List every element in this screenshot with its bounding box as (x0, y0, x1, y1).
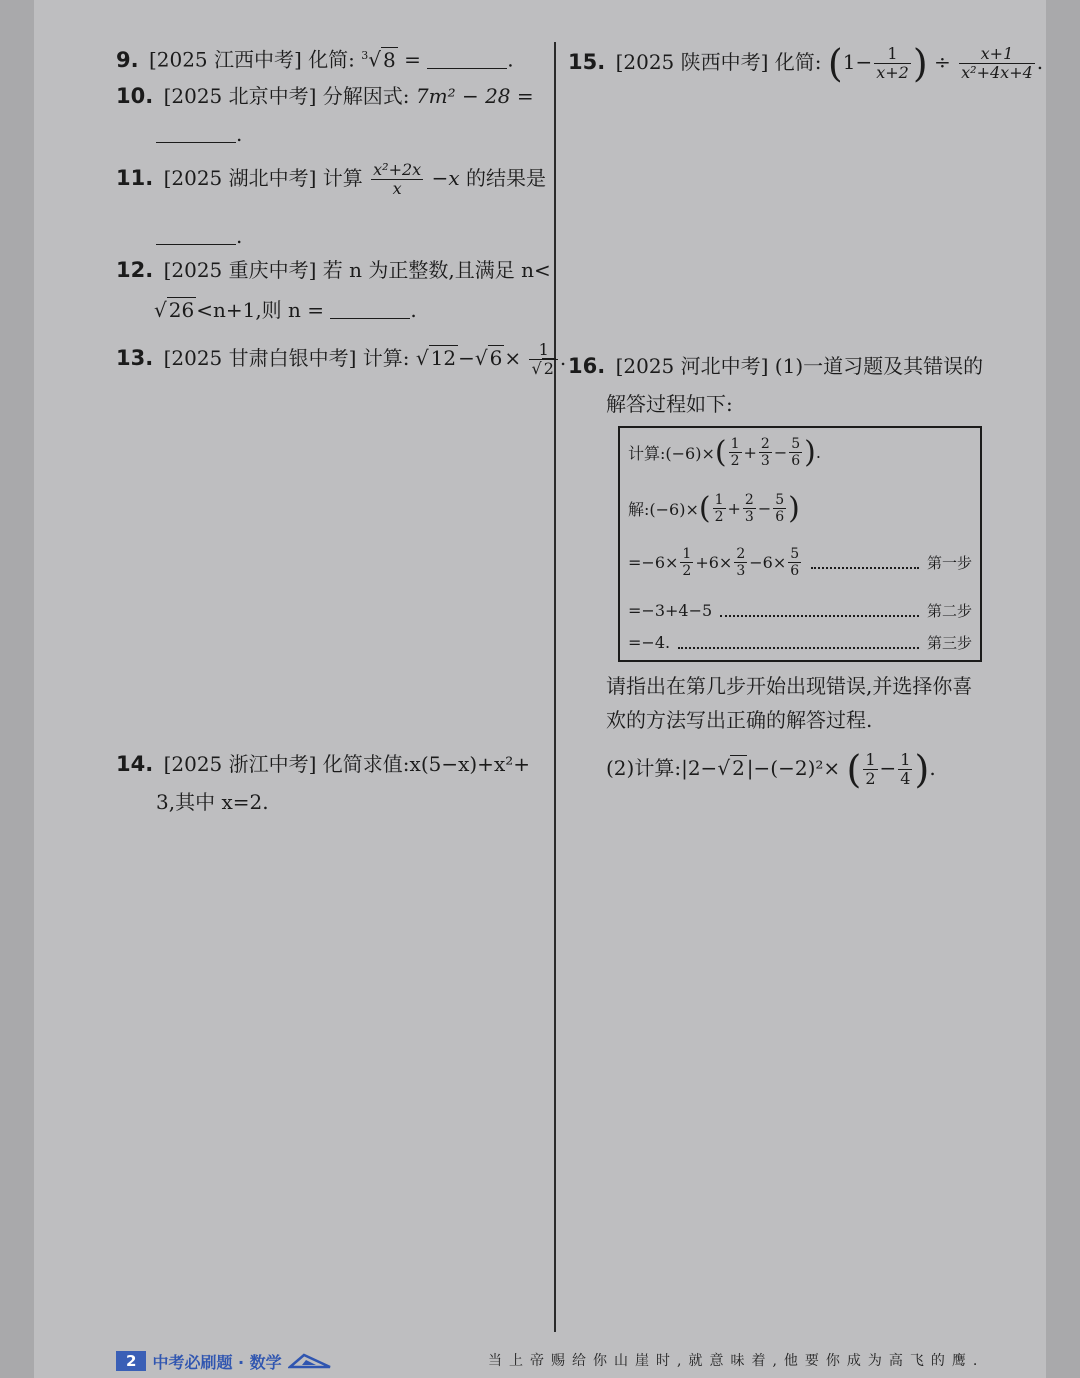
question-14 (116, 746, 530, 782)
question-16-part-2 (606, 747, 936, 792)
fraction-numerator: 5 (775, 492, 785, 508)
answer-blank[interactable] (427, 50, 507, 69)
fraction (863, 751, 877, 788)
leader-dots (811, 557, 919, 569)
fraction-numerator: 1 (730, 436, 740, 452)
question-text: 解答过程如下: (606, 392, 733, 416)
fraction-numerator: 1 (874, 45, 911, 64)
question-source: [2025 重庆中考] (163, 258, 317, 282)
fraction (788, 546, 801, 579)
step-label: 第二步 (926, 602, 972, 620)
question-text: 若 n 为正整数,且满足 n< (322, 258, 551, 282)
fraction-numerator: 1 (682, 546, 692, 562)
fraction (898, 751, 912, 788)
question-source: [2025 甘肃白银中考] (163, 346, 357, 370)
question-text: 计算: (362, 346, 410, 370)
fraction-numerator: 1 (900, 750, 911, 769)
end-period: . (1036, 50, 1044, 74)
minus-sign: − (757, 499, 772, 518)
radical-sign: √ (717, 756, 731, 780)
end-period: . (507, 47, 514, 72)
fraction-numerator: 5 (790, 546, 800, 562)
triangle-ruler-icon (288, 1353, 332, 1369)
end-period: . (410, 298, 417, 322)
question-text: 分解因式: (322, 84, 410, 108)
question-16 (568, 348, 983, 384)
solve-row (628, 492, 972, 525)
calc-row (628, 436, 972, 469)
question-text: 3,其中 x=2. (156, 790, 269, 814)
step-3-row (628, 632, 972, 653)
fraction-denominator: 2 (865, 769, 876, 788)
step-1-row (628, 546, 972, 579)
radicand: 12 (430, 346, 457, 370)
fraction-denominator: 3 (736, 563, 746, 579)
question-9 (116, 38, 514, 78)
question-number: 11. (116, 166, 154, 190)
left-paren: ( (846, 747, 862, 792)
fraction-denominator: 6 (790, 563, 800, 579)
radical-sign: √ (474, 346, 488, 370)
question-source: [2025 江西中考] (148, 47, 302, 72)
question-number: 13. (116, 346, 154, 370)
right-paren: ) (914, 747, 930, 792)
question-number: 16. (568, 354, 606, 378)
question-source: [2025 湖北中考] (163, 166, 317, 190)
fraction-numerator: 2 (760, 436, 770, 452)
radical-sign: √ (368, 47, 382, 72)
question-text: (1)一道习题及其错误的 (774, 354, 984, 378)
end-period: . (559, 346, 567, 370)
left-paren: ( (827, 41, 843, 86)
right-paren: ) (912, 41, 928, 86)
fraction-denominator: 6 (775, 509, 785, 525)
end-period: . (929, 756, 936, 780)
question-text: 化简: (774, 50, 822, 74)
question-16-line-2 (606, 386, 733, 422)
fraction (713, 492, 726, 525)
question-source: [2025 浙江中考] (163, 752, 317, 776)
math-expression: 7m² − 28 = (415, 84, 534, 108)
question-text-tail: 的结果是 (465, 166, 546, 190)
question-source: [2025 北京中考] (163, 84, 317, 108)
question-source: [2025 河北中考] (615, 354, 769, 378)
radical-index: 3 (361, 49, 369, 62)
question-number: 14. (116, 752, 154, 776)
right-paren: ) (804, 434, 816, 470)
fraction (371, 161, 423, 198)
column-divider (554, 42, 556, 1332)
question-number: 12. (116, 258, 154, 282)
fraction (743, 492, 756, 525)
right-paren: ) (788, 490, 800, 526)
step-expression: =−6× (628, 553, 679, 572)
fraction-denominator: 2 (682, 563, 692, 579)
question-11 (116, 160, 546, 198)
leader-dots (720, 605, 919, 617)
question-number: 9. (116, 47, 139, 72)
fraction-denominator: 2 (714, 509, 724, 525)
minus-sign: − (458, 346, 475, 370)
step-expression: =−3+4−5 (628, 601, 713, 620)
fraction-numerator: 1 (529, 341, 557, 360)
radicand: 8 (383, 47, 396, 72)
question-14-line-2 (156, 784, 269, 820)
divide-sign: ÷ (934, 50, 951, 74)
fraction-numerator: 5 (791, 436, 801, 452)
left-paren: ( (698, 490, 711, 526)
question-number: 10. (116, 84, 154, 108)
instruction-text: 请指出在第几步开始出现错误,并选择你喜 (606, 674, 973, 698)
fraction (734, 546, 747, 579)
question-source: [2025 陕西中考] (615, 50, 769, 74)
question-text: 化简求值:x(5−x)+x²+ (322, 752, 530, 776)
radicand: 2 (543, 359, 554, 378)
page-footer-left (116, 1350, 332, 1372)
fraction-numerator: 2 (736, 546, 746, 562)
plus-sign: + (727, 499, 741, 518)
fraction-denominator: x+2 (876, 63, 909, 82)
answer-blank[interactable] (330, 300, 410, 319)
part-label: (2)计算: (606, 756, 682, 780)
end-period: . (236, 224, 243, 248)
fraction-numerator: x²+2x (373, 160, 422, 179)
fraction (874, 45, 911, 82)
question-10-blank-line (156, 116, 242, 152)
footer-motto: 当上帝赐给你山崖时,就意味着,他要你成为高飞的鹰. (488, 1353, 985, 1369)
math-term: 1− (842, 50, 873, 74)
fraction (529, 341, 557, 378)
radicand: 26 (168, 298, 195, 322)
fraction-denominator: √ 2 (531, 359, 554, 378)
fraction-denominator: x (392, 179, 402, 198)
fraction (680, 546, 693, 579)
fraction (759, 436, 772, 469)
fraction-denominator: 4 (900, 769, 911, 788)
math-term: −x (431, 166, 460, 190)
radicand: 6 (489, 346, 503, 370)
question-12 (116, 252, 551, 288)
minus-sign: − (879, 756, 897, 780)
end-period: . (815, 443, 821, 462)
fraction-numerator: 2 (744, 492, 754, 508)
fraction-denominator: 6 (791, 453, 801, 469)
times-sign: × (504, 346, 522, 370)
answer-blank[interactable] (156, 226, 236, 245)
question-12-line-2 (154, 292, 417, 328)
math-term: |−(−2)²× (746, 756, 841, 780)
fraction-denominator: 3 (744, 509, 754, 525)
fraction-numerator: 1 (865, 750, 876, 769)
equals-sign: = (404, 47, 421, 72)
fraction-denominator: 3 (760, 453, 770, 469)
question-10 (116, 78, 546, 114)
question-16-instruction-line-2 (606, 702, 872, 738)
fraction (773, 492, 786, 525)
question-16-instruction (606, 668, 972, 704)
math-term: |2− (681, 756, 718, 780)
question-13 (116, 340, 566, 378)
fraction (789, 436, 802, 469)
question-15 (568, 41, 1044, 86)
question-11-blank-line (156, 218, 242, 254)
question-text: <n+1,则 n = (196, 298, 325, 322)
step-label: 第三步 (926, 634, 972, 652)
step-expression: =−4. (628, 633, 671, 652)
fraction (729, 436, 742, 469)
leader-dots (678, 637, 919, 649)
step-expression: −6× (749, 553, 787, 572)
step-expression: +6× (695, 553, 733, 572)
question-text: 计算 (322, 166, 363, 190)
plus-sign: + (743, 443, 757, 462)
fraction-numerator: 1 (714, 492, 724, 508)
radical-sign: √ (415, 346, 429, 370)
solve-label: 解:(−6)× (628, 500, 699, 519)
answer-blank[interactable] (156, 124, 236, 143)
fraction-denominator: x²+4x+4 (961, 63, 1033, 82)
fraction-denominator: 2 (730, 453, 740, 469)
calc-label: 计算:(−6)× (628, 444, 715, 463)
step-label: 第一步 (926, 554, 972, 572)
fraction-numerator: x+1 (959, 45, 1035, 64)
minus-sign: − (773, 443, 788, 462)
left-paren: ( (714, 434, 727, 470)
instruction-text: 欢的方法写出正确的解答过程. (606, 708, 873, 732)
radicand: 2 (732, 756, 745, 780)
step-2-row (628, 600, 972, 621)
end-period: . (236, 122, 243, 146)
page-number: 2 (116, 1351, 146, 1371)
series-title: 中考必刷题 · 数学 (152, 1352, 282, 1372)
question-text: 化简: (308, 47, 355, 72)
question-number: 15. (568, 50, 606, 74)
worked-solution-box (618, 426, 982, 662)
radical-sign: √ (154, 298, 167, 322)
fraction (959, 45, 1035, 82)
